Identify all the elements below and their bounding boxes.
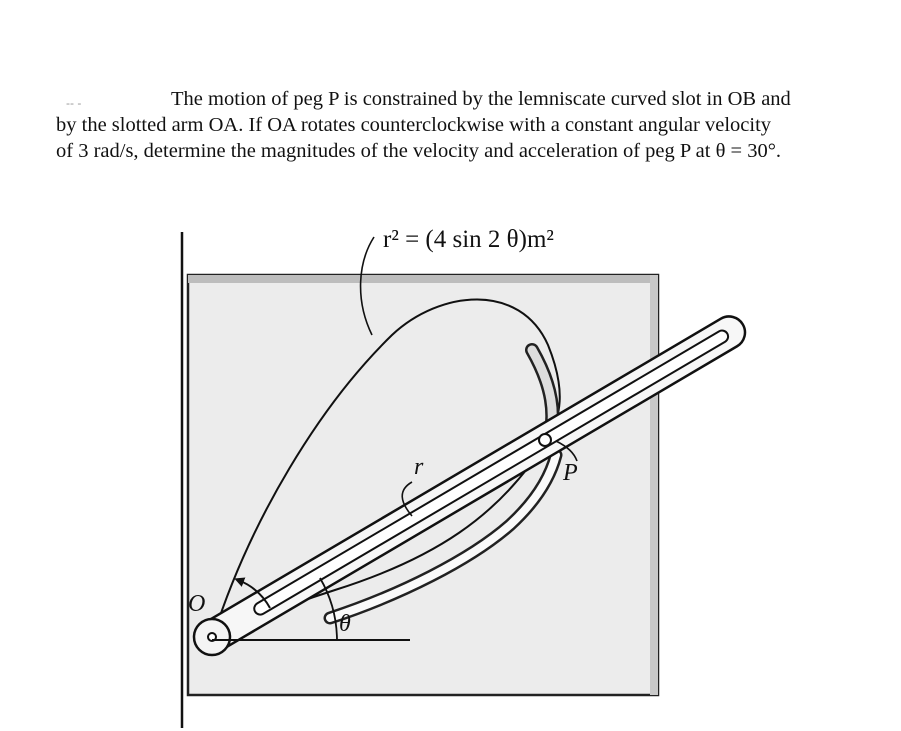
scan-mark: -- -: [66, 96, 82, 110]
plate-right-edge: [650, 275, 658, 695]
problem-line-3: of 3 rad/s, determine the magnitudes of the velocity and acceleration of peg P at θ = 30°.: [56, 140, 782, 162]
plate: [188, 275, 658, 695]
problem-line-1: The motion of peg P is constrained by the lemniscate curved slot in OB and: [171, 88, 791, 110]
label-theta: θ: [339, 611, 351, 637]
problem-line-2: by the slotted arm OA. If OA rotates counterclockwise with a constant angular velocity: [56, 114, 772, 136]
label-p: P: [563, 460, 578, 486]
label-r: r: [414, 454, 424, 480]
label-o: O: [188, 591, 206, 617]
equation-label: r² = (4 sin 2 θ)m²: [383, 226, 554, 253]
plate-top-edge: [188, 275, 658, 283]
peg-p: [539, 434, 551, 446]
